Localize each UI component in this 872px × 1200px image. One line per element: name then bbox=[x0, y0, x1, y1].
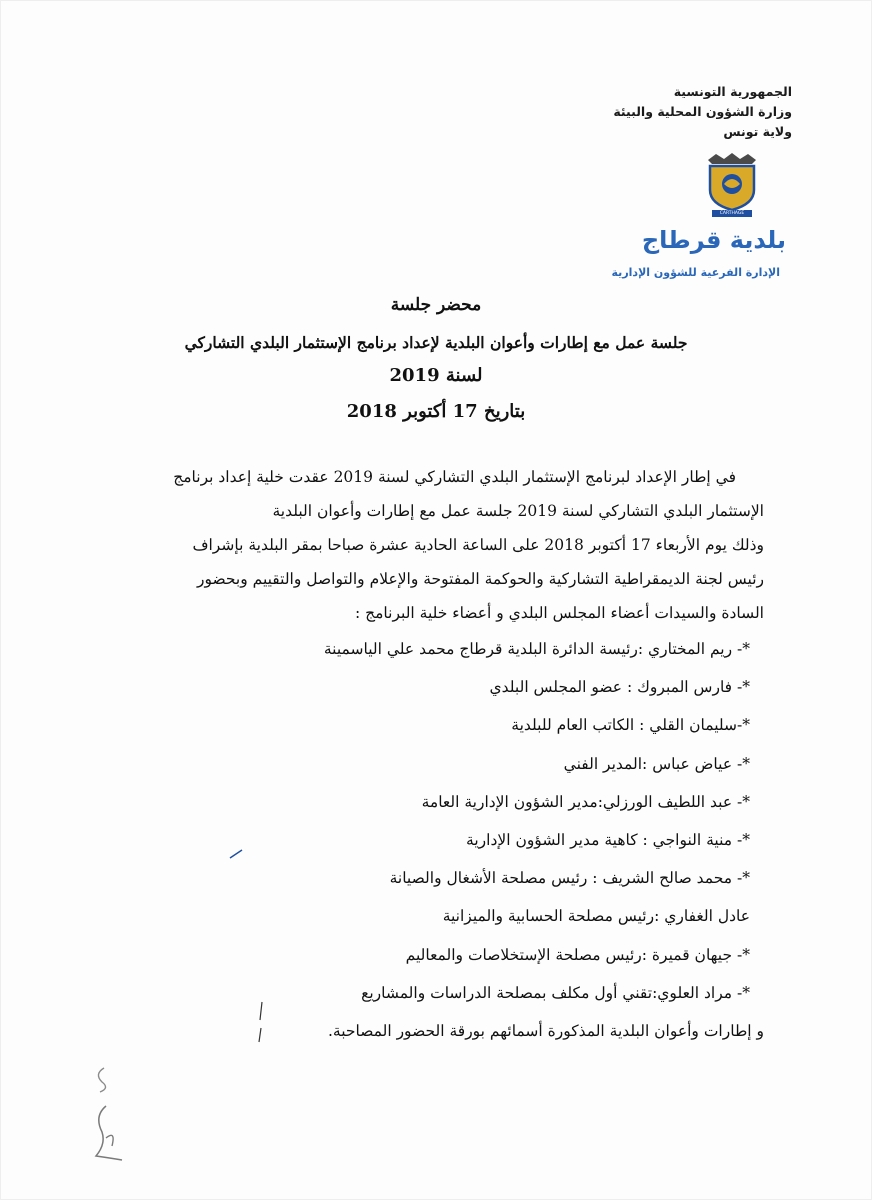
closing-line: و إطارات وأعوان البلدية المذكورة أسمائهم بورقة الحضور المصاحبة. bbox=[328, 1022, 764, 1041]
attendee-item: *-سليمان القلي : الكاتب العام للبلدية bbox=[511, 716, 750, 735]
governorate-name: ولاية تونس bbox=[723, 124, 792, 139]
attendee-item: *- محمد صالح الشريف : رئيس مصلحة الأشغال والصيانة bbox=[389, 869, 750, 888]
handwritten-initials-mark bbox=[76, 1060, 136, 1170]
document-year: لسنة 2019 bbox=[389, 365, 483, 386]
intro-line: في إطار الإعداد لبرنامج الإستثمار البلدي التشاركي لسنة 2019 عقدت خلية إعداد برنامج bbox=[173, 468, 736, 486]
attendee-list bbox=[120, 630, 764, 1012]
attendee-item: *- عبد اللطيف الورزلي:مدير الشؤون الإدارية العامة bbox=[421, 792, 750, 811]
intro-line: رئيس لجنة الديمقراطية التشاركية والحوكمة المفتوحة والإعلام والتواصل والتقييم وبحضور bbox=[196, 570, 764, 588]
document-heading bbox=[120, 290, 752, 430]
attendee-item: *- عياض عباس :المدير الفني bbox=[563, 754, 750, 773]
document-title: محضر جلسة bbox=[390, 295, 482, 315]
department-name: الإدارة الفرعية للشؤون الإدارية bbox=[611, 266, 780, 279]
pen-stroke-mark bbox=[228, 848, 244, 860]
intro-line: وذلك يوم الأربعاء 17 أكتوبر 2018 على الساعة الحادية عشرة صباحا بمقر البلدية بإشراف bbox=[192, 536, 764, 554]
country-name: الجمهورية التونسية bbox=[673, 84, 792, 99]
pen-stroke-mark bbox=[256, 1000, 266, 1044]
logo-caption: CARTHAGE bbox=[719, 211, 745, 216]
emblem-icon bbox=[702, 150, 762, 218]
minutes-body bbox=[120, 460, 764, 1050]
ministry-name: وزارة الشؤون المحلية والبيئة bbox=[613, 104, 792, 119]
attendee-item: *- فارس المبروك : عضو المجلس البلدي bbox=[489, 678, 750, 697]
attendee-item: *- جيهان قميرة :رئيس مصلحة الإستخلاصات والمعاليم bbox=[405, 945, 750, 964]
letterhead bbox=[552, 82, 792, 142]
intro-line: الإستثمار البلدي التشاركي لسنة 2019 جلسة عمل مع إطارات وأعوان البلدية bbox=[272, 502, 764, 520]
attendee-item: *- ريم المختاري :رئيسة الدائرة البلدية قرطاج محمد علي الياسمينة bbox=[323, 640, 750, 658]
document-subtitle: جلسة عمل مع إطارات وأعوان البلدية لإعداد برنامج الإستثمار البلدي التشاركي bbox=[184, 333, 688, 352]
attendee-item: *- مراد العلوي:تقني أول مكلف بمصلحة الدراسات والمشاريع bbox=[361, 983, 750, 1002]
municipality-name: بلدية قرطاج bbox=[641, 226, 786, 254]
attendee-item: عادل الغفاري :رئيس مصلحة الحسابية والميزانية bbox=[442, 907, 750, 926]
document-date: بتاريخ 17 أكتوبر 2018 bbox=[346, 401, 526, 422]
carthage-emblem-logo bbox=[702, 150, 762, 218]
intro-line: السادة والسيدات أعضاء المجلس البلدي و أعضاء خلية البرنامج : bbox=[354, 604, 764, 622]
attendee-item: *- منية النواجي : كاهية مدير الشؤون الإدارية bbox=[466, 831, 750, 850]
